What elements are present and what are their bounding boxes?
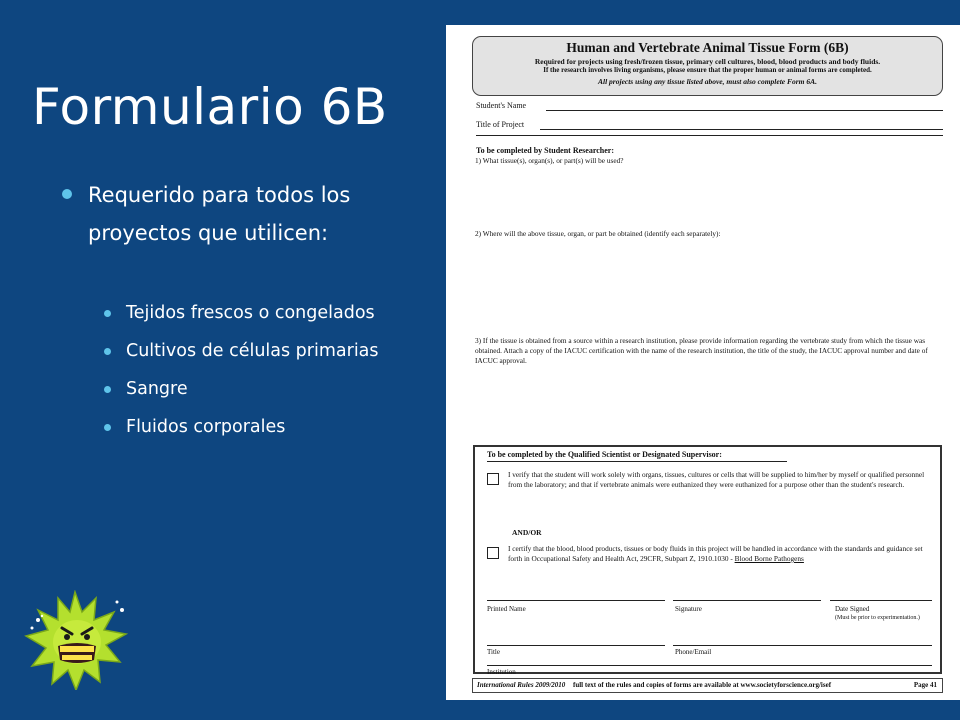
form-header-line3: All projects using any tissue listed above, must also complete Form 6A. (598, 77, 817, 86)
sub-bullet-body-fluids: Fluidos corporales (104, 414, 392, 440)
form-title: Human and Vertebrate Animal Tissue Form (6B) (566, 40, 849, 55)
printed-name-line (487, 600, 665, 601)
question-3: 3) If the tissue is obtained from a source within a research institution, please provide information regarding the vertebrate study from which the tissue was obtained. Attach a copy of the IACUC certification with the name of the research institution, the title of the study, the IACUC approval number and date of IACUC approval. (475, 336, 928, 365)
title-label: Title (487, 648, 500, 656)
green-germ-icon (22, 590, 132, 690)
blood-borne-pathogens-link[interactable]: Blood Borne Pathogens (734, 554, 804, 563)
bullet-list (62, 176, 392, 452)
signature-label: Signature (675, 605, 702, 613)
date-signed-note: (Must be prior to experimentation.) (835, 615, 920, 621)
institution-line (487, 665, 932, 666)
bullet-main: Requerido para todos los proyectos que utilicen: (62, 176, 392, 252)
sub-bullet-cell-cultures: Cultivos de células primarias (104, 338, 392, 364)
cert-verify-text: I verify that the student will work solely with organs, tissues, cultures or cells that will be supplied to him/her by myself or qualified personnel from the laboratory; and that if vertebrate animals were euthanized they were euthanized for a purpose other than the student's research. (508, 470, 925, 489)
checkbox-certify[interactable] (487, 547, 499, 559)
footer-rules-year: International Rules 2009/2010 (477, 681, 566, 689)
student-name-line (546, 110, 943, 111)
form-header-line1: Required for projects using fresh/frozen tissue, primary cell cultures, blood, blood products and body fluids. (534, 57, 881, 66)
cert-blood-text (508, 544, 928, 564)
student-section-heading: To be completed by Student Researcher: (476, 146, 614, 155)
project-title-label: Title of Project (476, 120, 525, 129)
date-signed-label: Date Signed (835, 605, 870, 613)
footer-info-text: full text of the rules and copies of forms are available at www.societyforscience.org/isef (573, 681, 832, 689)
and-or-label: AND/OR (512, 528, 542, 537)
student-name-label: Student's Name (476, 101, 527, 110)
checkbox-verify[interactable] (487, 473, 499, 485)
form-footer (472, 678, 943, 693)
signature-line (673, 600, 821, 601)
supervisor-heading-underline (487, 461, 787, 462)
question-2: 2) Where will the above tissue, organ, or part be obtained (identify each separately): (475, 229, 721, 238)
form-header-line2: If the research involves living organisms, please ensure that the proper human or animal forms are completed. (543, 66, 872, 74)
question-1: 1) What tissue(s), organ(s), or part(s) will be used? (475, 156, 624, 165)
form-header-box (472, 36, 943, 96)
institution-label: Institution (487, 668, 516, 676)
phone-email-label: Phone/Email (675, 648, 712, 656)
sub-bullet-list (104, 300, 392, 440)
project-title-line (540, 129, 943, 130)
cert-blood-main: I certify that the blood, blood products, tissues or body fluids in this project will be handled in accordance with the standards and guidance set forth in Occupational Safety and Health Act, 29CFR, Subpart Z, 1910.1030 - (508, 544, 923, 563)
slide-title: Formulario 6B (32, 78, 388, 136)
phone-line (673, 645, 932, 646)
project-title-line-2 (476, 135, 943, 136)
sub-bullet-fresh-tissue: Tejidos frescos o congelados (104, 300, 392, 326)
date-line (830, 600, 932, 601)
supervisor-section-box (473, 445, 942, 674)
title-line (487, 645, 665, 646)
sub-bullet-blood: Sangre (104, 376, 392, 402)
footer-page-number: Page 41 (913, 681, 937, 689)
supervisor-section-heading: To be completed by the Qualified Scientist or Designated Supervisor: (487, 450, 722, 459)
printed-name-label: Printed Name (487, 605, 526, 613)
form-6b-document (446, 25, 960, 700)
